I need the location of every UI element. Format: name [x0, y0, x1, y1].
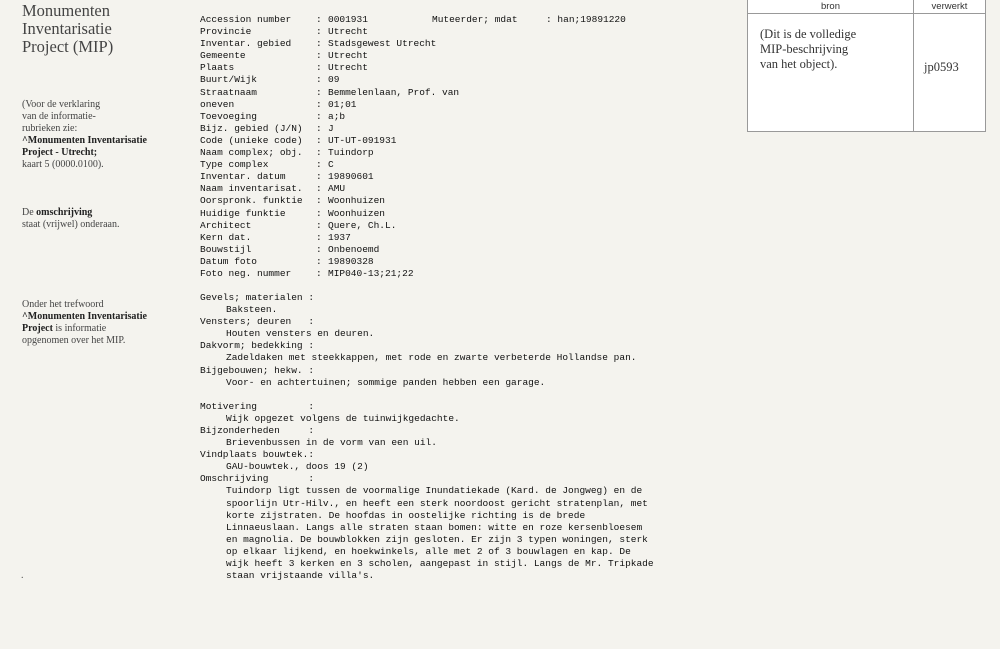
field-value: Bemmelenlaan, Prof. van: [328, 86, 460, 98]
field-row: [200, 232, 459, 244]
section-text: Houten vensters en deuren.: [226, 328, 375, 340]
note-line: rubrieken zie:: [22, 123, 78, 134]
field-label: Straatnaam: [200, 86, 258, 98]
field-row: [200, 87, 459, 99]
source-box-header: [748, 0, 985, 14]
section-heading: Bijgebouwen; hekw. :: [200, 364, 315, 376]
section-text: Brievenbussen in de vorm van een uil.: [226, 437, 437, 449]
field-separator: :: [316, 74, 322, 86]
field-separator: :: [316, 171, 322, 183]
section-text: Linnaeuslaan. Langs alle straten staan bomen: witte en roze kersenbloesem: [226, 521, 643, 533]
field-separator: :: [316, 14, 322, 25]
field-separator: :: [316, 183, 322, 195]
field-value: J: [328, 122, 334, 134]
field-separator: :: [316, 219, 322, 231]
field-value: MIP040-13;21;22: [328, 267, 414, 279]
field-row: [200, 220, 459, 232]
note-line: Onder het trefwoord: [22, 299, 104, 310]
field-row: [200, 50, 459, 62]
field-row: [200, 62, 459, 74]
field-separator: :: [316, 267, 322, 279]
field-separator: :: [316, 110, 322, 122]
note-bold-line: ^Monumenten Inventarisatie: [22, 135, 147, 146]
field-label: Foto neg. nummer: [200, 267, 292, 279]
sidebar-note-legend: [22, 99, 182, 171]
note-line: van de informatie-: [22, 111, 96, 122]
field-separator: :: [316, 255, 322, 267]
section-text: Wijk opgezet volgens de tuinwijkgedachte.: [226, 412, 460, 424]
field-row: [200, 195, 459, 207]
note-line: (Voor de verklaring: [22, 99, 101, 110]
source-box: [747, 0, 986, 132]
field-row: [200, 183, 459, 195]
field-row: [200, 268, 459, 280]
field-separator: :: [316, 98, 322, 110]
field-row: [200, 147, 459, 159]
section-heading: Gevels; materialen :: [200, 292, 315, 303]
section-heading: Vensters; deuren :: [200, 316, 315, 328]
field-label: Naam inventarisat.: [200, 183, 303, 195]
source-code: jp0593: [924, 60, 959, 74]
field-label: oneven: [200, 98, 235, 110]
col-verwerkt: verwerkt: [931, 1, 968, 12]
stray-dot: .: [21, 570, 24, 581]
field-separator: :: [316, 159, 322, 171]
col-bron: bron: [820, 1, 840, 12]
note-text: De: [22, 207, 37, 218]
section-text: GAU-bouwtek., doos 19 (2): [226, 461, 369, 473]
field-row: [200, 135, 459, 147]
field-separator: :: [316, 243, 322, 255]
section-text: spoorlijn Utr-Hilv., en heeft een sterk noordoost gericht stratenplan, met: [226, 497, 648, 509]
field-label: Kern dat.: [200, 231, 252, 243]
section-heading: Omschrijving :: [200, 473, 315, 485]
field-label: Type complex: [200, 159, 269, 171]
field-value: Utrecht: [328, 62, 368, 74]
field-label: Provincie: [200, 26, 252, 38]
field-label: Toevoeging: [200, 110, 258, 122]
field-label: Buurt/Wijk: [200, 74, 258, 86]
field-value: 09: [328, 74, 340, 86]
note-bold-line: ^Monumenten Inventarisatie: [22, 311, 147, 322]
section-text: korte zijstraten. De hoofdas in oostelijke richting is de brede: [226, 509, 586, 521]
field-row: [200, 38, 459, 50]
field-row: [200, 256, 459, 268]
source-description: [760, 27, 910, 72]
field-value: Quere, Ch.L.: [328, 219, 397, 231]
field-separator: :: [316, 122, 322, 134]
sidebar-note-keyword: [22, 299, 182, 347]
note-line: opgenomen over het MIP.: [22, 335, 126, 346]
field-row: [200, 74, 459, 86]
field-label: Bouwstijl: [200, 243, 252, 255]
field-row: [200, 123, 459, 135]
field-label: Plaats: [200, 62, 235, 74]
field-separator: :: [316, 231, 322, 243]
field-separator: :: [316, 26, 322, 38]
section-heading: Motivering :: [200, 400, 315, 412]
record-fields: [200, 14, 459, 280]
field-value: Tuindorp: [328, 147, 374, 159]
field-value: Stadsgewest Utrecht: [328, 38, 437, 50]
field-value: a;b: [328, 110, 346, 122]
note-line: staat (vrijwel) onderaan.: [22, 219, 120, 230]
section-text: op elkaar lijkend, en hoekwinkels, alle met 2 of 3 bouwlagen en kap. De: [226, 545, 631, 557]
field-value: 1937: [328, 231, 351, 243]
section-text: en magnolia. De bouwblokken zijn gesloten. Er zijn 3 typen woningen, sterk: [226, 533, 648, 545]
title-line: Monumenten: [22, 1, 110, 20]
field-label: Huidige funktie: [200, 207, 286, 219]
field-label: Code (unieke code): [200, 134, 303, 146]
note-bold-line: Project - Utrecht;: [22, 147, 98, 158]
section-text: Zadeldaken met steekkappen, met rode en zwarte verbeterde Hollandse pan.: [226, 352, 637, 364]
field-separator: :: [316, 134, 322, 146]
field-row: [200, 111, 459, 123]
field-row: [200, 244, 459, 256]
field-label: Architect: [200, 219, 252, 231]
field-value: 19890601: [328, 171, 374, 183]
field-row: [200, 171, 459, 183]
section-text: Voor- en achtertuinen; sommige panden hebben een garage.: [226, 376, 546, 388]
field-label: Inventar. datum: [200, 171, 286, 183]
section-gap: [200, 389, 720, 401]
field-separator: :: [316, 207, 322, 219]
field-value: Utrecht: [328, 26, 368, 38]
field-value: Woonhuizen: [328, 195, 386, 207]
field-value: UT-UT-091931: [328, 134, 397, 146]
mutator-date: Muteerder; mdat : han;19891220: [432, 14, 626, 25]
source-line: (Dit is de volledige: [760, 27, 857, 41]
field-value: AMU: [328, 183, 346, 195]
title-line: Inventarisatie: [22, 19, 112, 38]
note-bold: Project: [22, 323, 53, 334]
field-row: [200, 99, 459, 111]
field-row: [200, 208, 459, 220]
source-line: MIP-beschrijving: [760, 42, 849, 56]
field-separator: :: [316, 62, 322, 74]
sidebar-title: [22, 2, 113, 56]
field-value: C: [328, 159, 334, 171]
field-label: Gemeente: [200, 50, 246, 62]
field-value: Onbenoemd: [328, 243, 380, 255]
field-label: Oorspronk. funktie: [200, 195, 303, 207]
field-value: Utrecht: [328, 50, 368, 62]
field-value: 19890328: [328, 255, 374, 267]
field-separator: :: [316, 147, 322, 159]
field-value: 01;01: [328, 98, 357, 110]
field-value: Woonhuizen: [328, 207, 386, 219]
field-separator: :: [316, 50, 322, 62]
field-separator: :: [316, 195, 322, 207]
field-separator: :: [316, 38, 322, 50]
note-line: kaart 5 (0000.0100).: [22, 159, 104, 170]
section-heading: Vindplaats bouwtek.:: [200, 449, 315, 461]
field-label: Datum foto: [200, 255, 258, 267]
field-label: Accession number: [200, 14, 292, 25]
column-divider: [913, 0, 914, 131]
field-label: Naam complex; obj.: [200, 147, 303, 159]
section-heading: Bijzonderheden :: [200, 424, 315, 436]
field-row: [200, 159, 459, 171]
field-row: [200, 26, 459, 38]
source-line: van het object).: [760, 57, 838, 71]
section-text: staan vrijstaande villa's.: [226, 570, 375, 582]
title-line: Project (MIP): [22, 37, 114, 56]
note-text: is informatie: [52, 323, 107, 334]
sidebar-note-description: [22, 207, 182, 231]
section-text: Tuindorp ligt tussen de voormalige Inundatiekade (Kard. de Jongweg) en de: [226, 485, 643, 497]
field-value: 0001931: [328, 14, 368, 25]
section-text: wijk heeft 3 kerken en 3 scholen, aangepast in stijl. Langs de Mr. Tripkade: [226, 557, 654, 569]
section-heading: Dakvorm; bedekking :: [200, 340, 315, 352]
field-separator: :: [316, 86, 322, 98]
note-bold: omschrijving: [36, 207, 93, 218]
section-text: Baksteen.: [226, 304, 278, 316]
field-row: [200, 14, 459, 26]
field-label: Inventar. gebied: [200, 38, 292, 50]
record-sections: [200, 292, 720, 582]
field-label: Bijz. gebied (J/N): [200, 122, 303, 134]
